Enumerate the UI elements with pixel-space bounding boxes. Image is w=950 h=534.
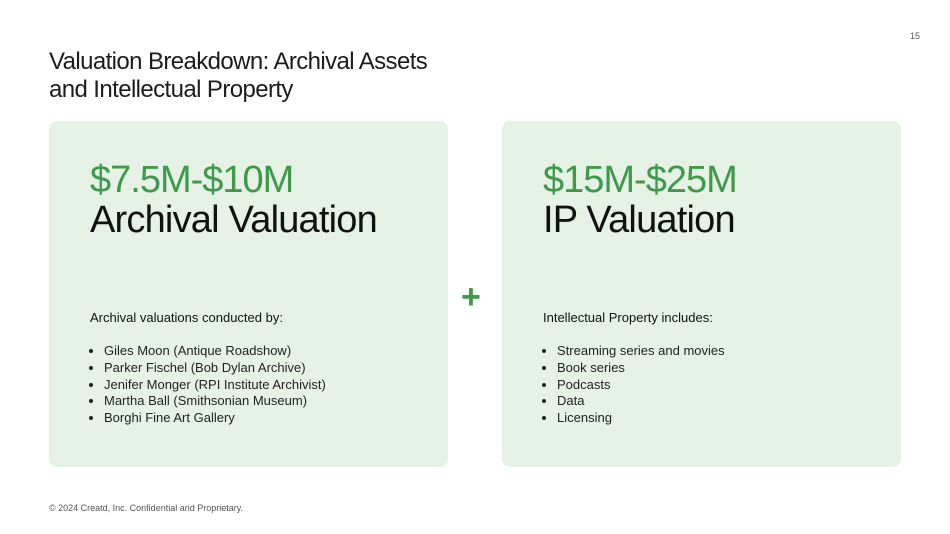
archival-list xyxy=(90,343,326,427)
ip-list-heading: Intellectual Property includes: xyxy=(543,310,713,325)
list-item: • Giles Moon (Antique Roadshow) xyxy=(104,343,326,360)
page-number: 15 xyxy=(909,31,920,41)
ip-valuation-card xyxy=(502,121,901,467)
list-item: • Book series xyxy=(557,360,725,377)
list-item: • Data xyxy=(557,393,725,410)
page-title: Valuation Breakdown: Archival Assets and Intellectual Property xyxy=(49,48,428,103)
list-item: • Podcasts xyxy=(557,377,725,394)
list-item: • Licensing xyxy=(557,410,725,427)
list-item: • Martha Ball (Smithsonian Museum) xyxy=(104,393,326,410)
list-item: • Streaming series and movies xyxy=(557,343,725,360)
archival-valuation-card xyxy=(49,121,448,467)
archival-list-heading: Archival valuations conducted by: xyxy=(90,310,283,325)
archival-label: Archival Valuation xyxy=(90,199,377,241)
ip-label: IP Valuation xyxy=(543,199,735,241)
plus-icon: + xyxy=(461,278,481,316)
list-item: • Jenifer Monger (RPI Institute Archivist) xyxy=(104,377,326,394)
archival-amount: $7.5M-$10M xyxy=(90,159,294,201)
ip-list xyxy=(543,343,725,427)
list-item: • Parker Fischel (Bob Dylan Archive) xyxy=(104,360,326,377)
list-item: • Borghi Fine Art Gallery xyxy=(104,410,326,427)
footer-copyright: © 2024 Creatd, Inc. Confidential and Proprietary. xyxy=(49,503,244,513)
ip-amount: $15M-$25M xyxy=(543,159,737,201)
